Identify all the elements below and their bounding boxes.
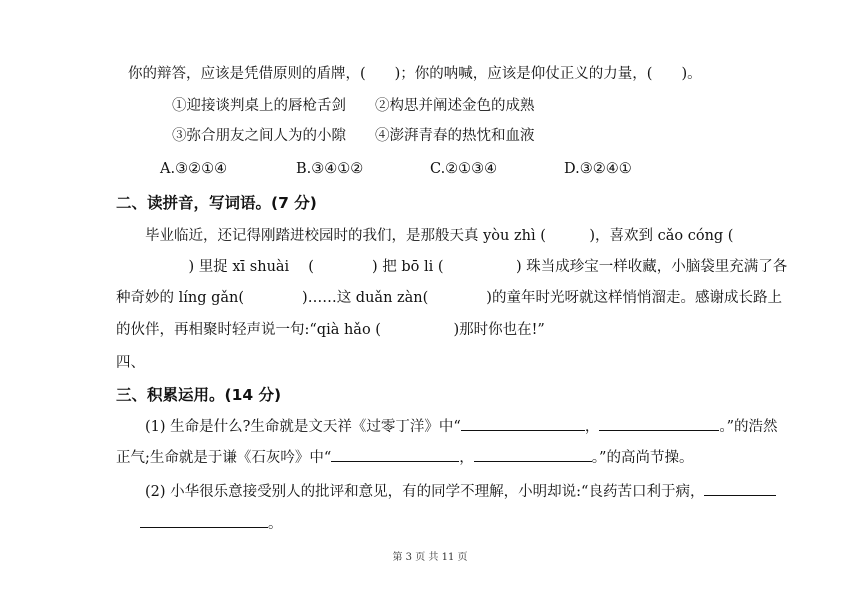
stray-heading: 四、: [116, 355, 145, 371]
pinyin-line-4: 的伙伴，再相聚时轻声说一句:“qià hǎo ( )那时你也在!”: [116, 322, 545, 338]
pinyin-line-1: 毕业临近，还记得刚踏进校园时的我们，是那般天真 yòu zhì ( )，喜欢到 cǎo cóng (: [145, 228, 734, 244]
question-line-1: 你的辩答，应该是凭借原则的盾牌，( )；你的呐喊，应该是仰仗正义的力量，( )。: [128, 66, 702, 82]
answer-blank-6[interactable]: [140, 513, 268, 528]
section-3-heading: 三、积累运用。(14 分): [116, 386, 282, 404]
q1-text-a: (1) 生命是什么?生命就是文天祥《过零丁洋》中“: [145, 419, 461, 435]
answer-blank-4[interactable]: [474, 447, 592, 462]
section-2-heading: 二、读拼音，写词语。(7 分): [116, 194, 317, 212]
option-b: B.③④①②: [296, 161, 364, 177]
pinyin-line-3: 种奇妙的 líng gǎn( )……这 duǎn zàn( )的童年时光呀就这样悄悄溜走。感谢成长路上: [116, 290, 782, 306]
answer-blank-2[interactable]: [599, 416, 719, 431]
q1-text-c: 。”的浩然: [719, 419, 778, 435]
choice-row-1: ①迎接谈判桌上的唇枪舌剑 ②构思并阐述金色的成熟: [172, 98, 535, 114]
q2-line-2: [140, 513, 283, 534]
q1-line-1: [145, 416, 778, 437]
q1-text-f: 。”的高尚节操。: [591, 450, 694, 466]
option-a: A.③②①④: [160, 161, 228, 177]
option-c: C.②①③④: [430, 161, 498, 177]
options-row: [160, 159, 660, 179]
q1-text-d: 正气;生命就是于谦《石灰吟》中“: [116, 450, 332, 466]
q2-text-a: (2) 小华很乐意接受别人的批评和意见，有的同学不理解，小明却说:“良药苦口利于病，: [145, 484, 705, 500]
page-footer: 第 3 页 共 11 页: [392, 552, 468, 563]
answer-blank-5[interactable]: [704, 481, 776, 496]
q2-text-end: 。: [268, 516, 283, 532]
q1-line-2: [116, 447, 693, 468]
answer-blank-1[interactable]: [461, 416, 585, 431]
q2-line-1: [145, 481, 776, 502]
pinyin-line-2: ) 里捉 xī shuài ( ) 把 bō li ( ) 珠当成珍宝一样收藏，小脑袋里充满了各: [145, 259, 788, 275]
q1-text-e: ，: [459, 450, 474, 466]
choice-row-2: ③弥合朋友之间人为的小隙 ④澎湃青春的热忱和血液: [172, 128, 535, 144]
option-d: D.③②④①: [564, 161, 632, 177]
q1-text-b: ，: [584, 419, 600, 435]
answer-blank-3[interactable]: [331, 447, 459, 462]
